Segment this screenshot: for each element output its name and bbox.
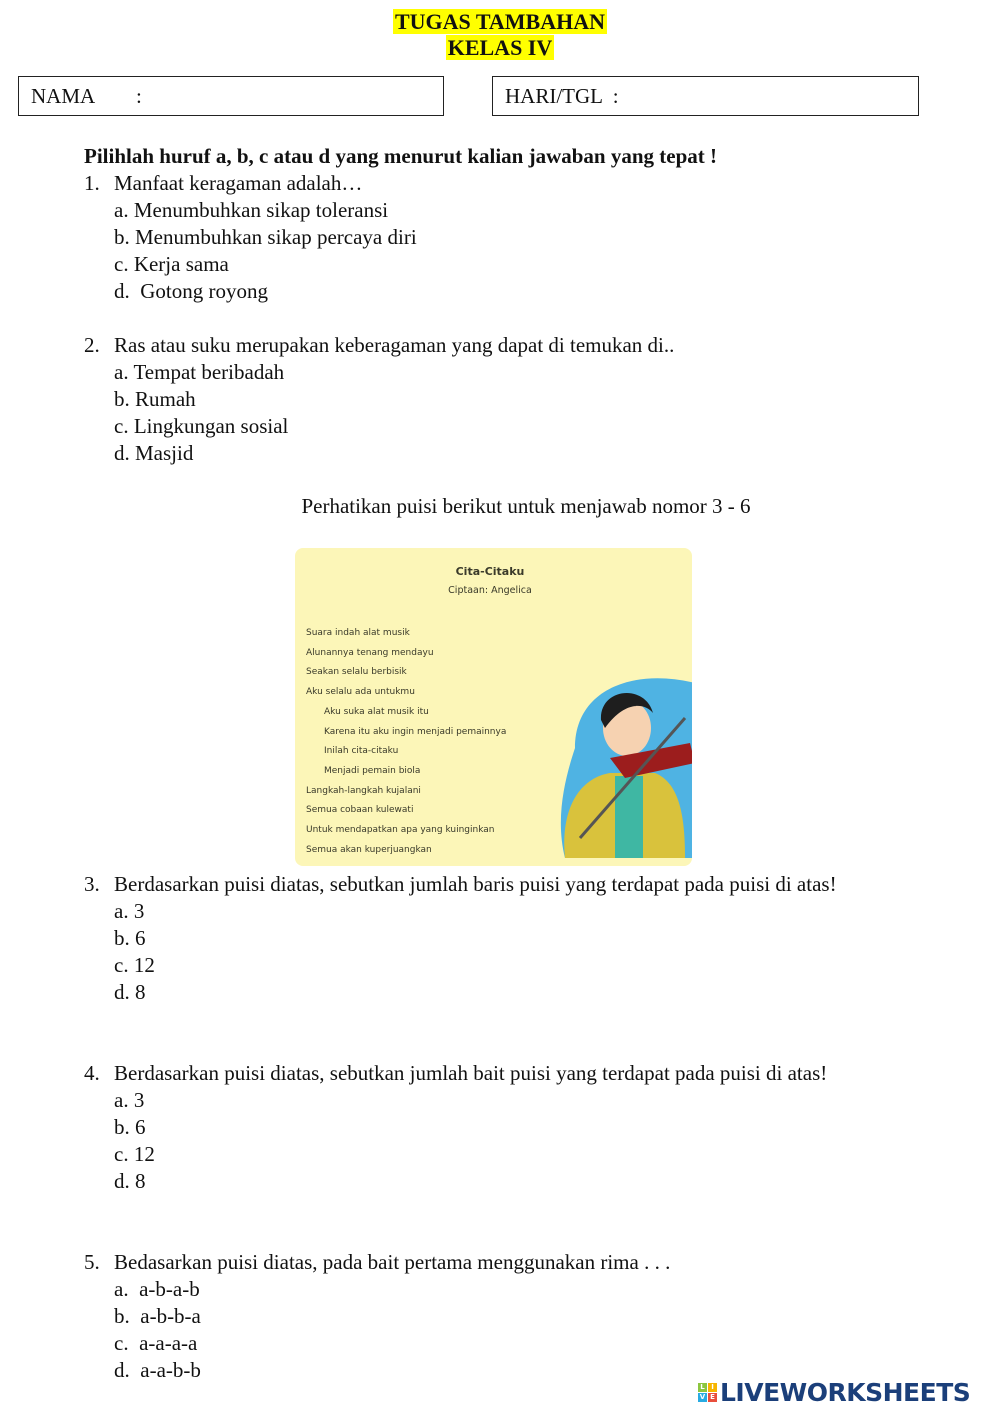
poem-line: Menjadi pemain biola	[324, 765, 421, 776]
answer-option[interactable]: b. Rumah	[114, 387, 196, 411]
question-text: Berdasarkan puisi diatas, sebutkan jumlah baris puisi yang terdapat pada puisi di atas!	[114, 872, 837, 896]
answer-option[interactable]: d. Gotong royong	[114, 279, 268, 303]
poem-line: Langkah-langkah kujalani	[306, 785, 421, 796]
answer-option[interactable]: b. 6	[114, 926, 146, 950]
question-1	[84, 170, 884, 305]
question-4	[84, 1060, 884, 1195]
poem-line: Inilah cita-citaku	[324, 746, 399, 757]
answer-option[interactable]: a. 3	[114, 899, 145, 923]
poem-intro: Perhatikan puisi berikut untuk menjawab nomor 3 - 6	[301, 494, 751, 518]
poem-line: Untuk mendapatkan apa yang kuinginkan	[306, 825, 495, 836]
poem-line: Semua cobaan kulewati	[306, 805, 414, 816]
answer-option[interactable]: b. a-b-b-a	[114, 1304, 201, 1328]
question-2	[84, 332, 884, 467]
logo-text: LIVEWORKSHEETS	[720, 1378, 971, 1407]
question-text: Bedasarkan puisi diatas, pada bait pertama menggunakan rima . . .	[114, 1250, 671, 1274]
worksheet-title: TUGAS TAMBAHAN	[394, 9, 606, 34]
answer-option[interactable]: c. 12	[114, 1142, 155, 1166]
poem-line: Semua akan kuperjuangkan	[306, 844, 432, 855]
question-stem	[84, 1060, 884, 1087]
answer-option[interactable]: d. 8	[114, 980, 146, 1004]
question-stem	[84, 871, 884, 898]
poem-title: Cita-Citaku	[455, 565, 525, 578]
logo-letter-square: E	[708, 1393, 717, 1402]
poem-line: Aku suka alat musik itu	[324, 706, 429, 717]
question-number: 4.	[84, 1061, 100, 1085]
logo-letter-square: L	[698, 1383, 707, 1392]
worksheet-class: KELAS IV	[447, 35, 553, 60]
question-stem	[84, 332, 884, 359]
nama-label: NAMA :	[31, 84, 142, 108]
nama-field[interactable]	[18, 76, 444, 116]
question-number: 2.	[84, 333, 100, 357]
logo-squares-icon	[698, 1383, 717, 1402]
answer-option[interactable]: b. 6	[114, 1115, 146, 1139]
liveworksheets-logo	[698, 1378, 970, 1407]
question-number: 5.	[84, 1250, 100, 1274]
poem-line: Seakan selalu berbisik	[306, 667, 407, 678]
answer-option[interactable]: c. Lingkungan sosial	[114, 414, 289, 438]
question-number: 1.	[84, 171, 100, 195]
question-stem	[84, 1249, 884, 1276]
answer-option[interactable]: c. 12	[114, 953, 155, 977]
logo-letter-square: V	[699, 1393, 706, 1401]
answer-option[interactable]: d. a-a-b-b	[114, 1358, 201, 1382]
violinist-illustration	[535, 658, 692, 858]
poem-line: Alunannya tenang mendayu	[306, 647, 434, 658]
question-5	[84, 1249, 884, 1384]
question-text: Manfaat keragaman adalah…	[114, 171, 363, 195]
question-3	[84, 871, 884, 1006]
answer-option[interactable]: a. a-b-a-b	[114, 1277, 200, 1301]
poem-author: Ciptaan: Angelica	[448, 585, 532, 596]
poem-line: Karena itu aku ingin menjadi pemainnya	[324, 726, 507, 737]
answer-option[interactable]: d. Masjid	[114, 441, 194, 465]
instruction: Pilihlah huruf a, b, c atau d yang menurut kalian jawaban yang tepat !	[84, 144, 718, 168]
question-text: Ras atau suku merupakan keberagaman yang dapat di temukan di..	[114, 333, 675, 357]
logo-letter-square: I	[708, 1383, 717, 1392]
answer-option[interactable]: c. a-a-a-a	[114, 1331, 198, 1355]
question-text: Berdasarkan puisi diatas, sebutkan jumlah bait puisi yang terdapat pada puisi di atas!	[114, 1061, 828, 1085]
poem-line: Aku selalu ada untukmu	[306, 687, 415, 698]
answer-option[interactable]: a. 3	[114, 1088, 145, 1112]
hari-tgl-field[interactable]	[492, 76, 919, 116]
answer-option[interactable]: a. Menumbuhkan sikap toleransi	[114, 198, 389, 222]
poem-lines	[306, 624, 506, 860]
answer-option[interactable]: d. 8	[114, 1169, 146, 1193]
poem-line: Suara indah alat musik	[306, 628, 410, 638]
question-stem	[84, 170, 884, 197]
answer-option[interactable]: c. Kerja sama	[114, 252, 229, 276]
question-number: 3.	[84, 872, 100, 896]
hari-tgl-label: HARI/TGL :	[505, 84, 619, 108]
poem-image	[295, 548, 692, 866]
answer-option[interactable]: a. Tempat beribadah	[114, 360, 285, 384]
answer-option[interactable]: b. Menumbuhkan sikap percaya diri	[114, 225, 417, 249]
